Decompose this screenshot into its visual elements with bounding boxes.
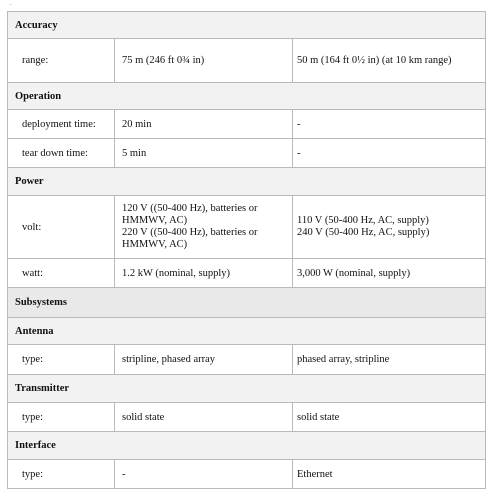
section-title-antenna: Antenna — [8, 318, 486, 345]
table-row-tear-down-time — [8, 139, 486, 168]
antenna-type-col2: phased array, stripline — [293, 345, 486, 375]
row-label-deployment-time: deployment time: — [8, 110, 115, 139]
volt-value-col1 — [115, 196, 293, 259]
table-row-interface-type — [8, 460, 486, 489]
range-value-col2-text: 50 m (164 ft 0½ in) (at 10 km range) — [297, 55, 452, 66]
section-title-power: Power — [8, 168, 486, 196]
table-row-volt — [8, 196, 486, 259]
deployment-time-col2: - — [293, 110, 486, 139]
tear-down-time-col1: 5 min — [115, 139, 293, 168]
deployment-time-col1: 20 min — [115, 110, 293, 139]
corner-mark: . — [10, 0, 12, 7]
section-title-subsystems: Subsystems — [8, 288, 486, 318]
section-header-power — [8, 168, 486, 196]
interface-type-col2: Ethernet — [293, 460, 486, 489]
watt-value-col1: 1.2 kW (nominal, supply) — [115, 259, 293, 288]
section-header-interface — [8, 432, 486, 460]
watt-value-col2: 3,000 W (nominal, supply) — [293, 259, 486, 288]
volt-value-col2-text: 110 V (50-400 Hz, AC, supply) 240 V (50-400 Hz, AC, supply) — [297, 215, 430, 238]
section-title-operation: Operation — [8, 83, 486, 110]
range-value-col2 — [293, 39, 486, 83]
transmitter-type-col1: solid state — [115, 403, 293, 432]
tear-down-time-col2: - — [293, 139, 486, 168]
section-header-operation — [8, 83, 486, 110]
specification-table — [7, 11, 486, 489]
volt-value-col1-text: 120 V ((50-400 Hz), batteries or HMMWV, AC) 220 V ((50-400 Hz), batteries or HMMWV, AC) — [122, 203, 258, 250]
row-label-antenna-type: type: — [8, 345, 115, 375]
antenna-type-col1: stripline, phased array — [115, 345, 293, 375]
table-row-transmitter-type — [8, 403, 486, 432]
section-header-transmitter — [8, 375, 486, 403]
table-row-deployment-time — [8, 110, 486, 139]
volt-value-col2 — [293, 196, 486, 259]
row-label-transmitter-type: type: — [8, 403, 115, 432]
section-header-antenna — [8, 318, 486, 345]
row-label-volt: volt: — [8, 196, 115, 259]
section-header-accuracy — [8, 12, 486, 39]
row-label-watt: watt: — [8, 259, 115, 288]
table-row-antenna-type — [8, 345, 486, 375]
interface-type-col1: - — [115, 460, 293, 489]
table-row-watt — [8, 259, 486, 288]
row-label-tear-down-time: tear down time: — [8, 139, 115, 168]
table-row-range — [8, 39, 486, 83]
row-label-interface-type: type: — [8, 460, 115, 489]
section-title-interface: Interface — [8, 432, 486, 460]
section-title-accuracy: Accuracy — [8, 12, 486, 39]
row-label-range: range: — [8, 39, 115, 83]
transmitter-type-col2: solid state — [293, 403, 486, 432]
section-header-subsystems — [8, 288, 486, 318]
range-value-col1: 75 m (246 ft 0¾ in) — [115, 39, 293, 83]
section-title-transmitter: Transmitter — [8, 375, 486, 403]
